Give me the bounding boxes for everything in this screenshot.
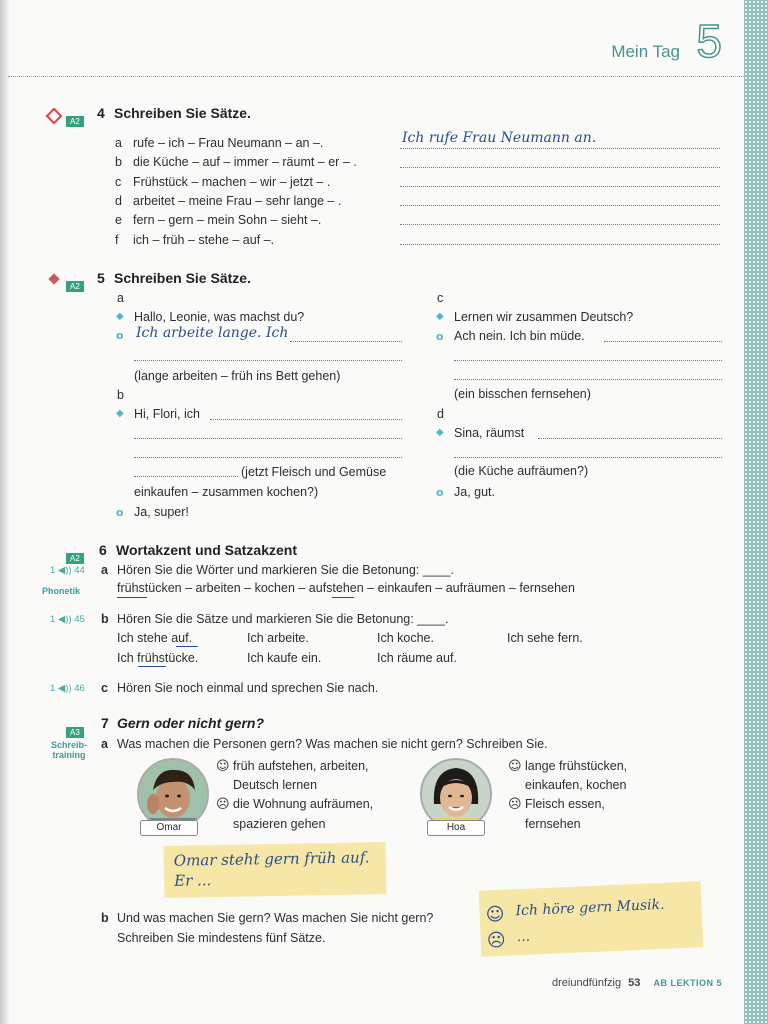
speaker-circle-icon: o [116, 506, 124, 519]
ex5-b-question: Hi, Flori, ich [134, 407, 200, 421]
ex4-prompt: fern – gern – mein Sohn – sieht –. [133, 213, 322, 227]
hoa-likes-2: einkaufen, kochen [525, 778, 627, 792]
ex4-prompt: rufe – ich – Frau Neumann – an –. [133, 136, 324, 150]
ex6-b-letter: b [101, 612, 109, 626]
ex4-prompt: arbeitet – meine Frau – sehr lange – . [133, 194, 342, 208]
answer-line[interactable] [454, 360, 722, 361]
side-label-phonetik: Phonetik [42, 586, 81, 596]
footer [552, 977, 722, 989]
answer-line[interactable] [454, 379, 722, 380]
ex4-prompt: Frühstück – machen – wir – jetzt – . [133, 175, 331, 189]
frown-icon: ☹ [508, 797, 522, 812]
ex5-d-letter: d [437, 407, 444, 421]
answer-line[interactable] [400, 244, 720, 245]
speaker-diamond-icon: ◆ [436, 427, 444, 438]
speaker-diamond-icon: ◆ [116, 311, 124, 322]
note-line-1: Omar steht gern früh auf. [173, 848, 370, 870]
frown-icon: ☹ [486, 929, 507, 952]
omar-dislikes-2: spazieren gehen [233, 817, 326, 831]
answer-line[interactable] [134, 476, 238, 477]
ex5-c-letter: c [437, 291, 444, 305]
ex4-letter: a [115, 136, 122, 150]
header-divider [8, 76, 744, 77]
stress-mark [138, 666, 166, 667]
omar-dislikes-1: die Wohnung aufräumen, [233, 797, 374, 811]
hoa-dislikes-1: Fleisch essen, [525, 797, 605, 811]
ex6-c-instruction: Hören Sie noch einmal und sprechen Sie nach. [117, 681, 379, 695]
answer-line[interactable] [538, 438, 722, 439]
ex6-c-letter: c [101, 681, 108, 695]
ex5-b-letter: b [117, 388, 124, 402]
speaker-circle-icon: o [116, 329, 124, 342]
ex6-b-sentence: Ich arbeite. [247, 631, 309, 645]
ex6-b-sentence: Ich stehe auf. [117, 631, 193, 645]
ex4-prompt: die Küche – auf – immer – räumt – er – . [133, 155, 357, 169]
hoa-name-tag: Hoa [427, 820, 485, 836]
page-shadow [0, 0, 10, 1024]
ex6-a-instruction: Hören Sie die Wörter und markieren Sie die Betonung: ____. [117, 563, 454, 577]
page-word: dreiundfünfzig [552, 977, 622, 989]
stress-mark [332, 597, 354, 598]
answer-line[interactable] [134, 360, 402, 361]
exercise-6-number: 6 [99, 542, 107, 558]
sticky-note-example-b [479, 881, 704, 957]
difficulty-diamond-icon [48, 273, 59, 284]
speaker-circle-icon: o [436, 330, 444, 343]
level-badge: A3 [66, 720, 84, 739]
exercise-7-number: 7 [101, 715, 109, 731]
stress-mark [117, 597, 147, 598]
ex4-letter: e [115, 213, 122, 227]
note-b-line-2: ... [516, 928, 531, 946]
ex6-b-sentence: Ich frühstücke. [117, 651, 199, 665]
ex5-c-question: Lernen wir zusammen Deutsch? [454, 310, 634, 324]
answer-line[interactable] [454, 457, 722, 458]
hoa-likes-1: lange frühstücken, [525, 759, 628, 773]
ex7-b-line-1: Und was machen Sie gern? Was machen Sie nicht gern? [117, 911, 434, 925]
ex4-letter: d [115, 194, 122, 208]
difficulty-diamond-icon [46, 108, 63, 125]
stress-mark [176, 646, 198, 647]
level-badge: A2 [66, 109, 84, 128]
smiley-icon: ☺ [485, 903, 505, 926]
ex5-a-hint: (lange arbeiten – früh ins Bett gehen) [134, 369, 341, 383]
ex5-b-hint-cont: einkaufen – zusammen kochen?) [134, 485, 319, 499]
audio-track-44[interactable]: 1 ◀)) 44 [50, 565, 85, 576]
answer-line[interactable] [400, 167, 720, 168]
answer-line[interactable] [400, 148, 720, 149]
level-badge: A2 [66, 274, 84, 293]
side-label-schreibtraining: Schreib- training [50, 740, 87, 760]
ex5-a-letter: a [117, 291, 124, 305]
answer-line[interactable] [604, 341, 722, 342]
ex6-b-sentence: Ich räume auf. [377, 651, 457, 665]
answer-line[interactable] [134, 438, 402, 439]
level-badge: A2 [66, 546, 84, 565]
ex5-b-hint: (jetzt Fleisch und Gemüse [241, 465, 387, 479]
exercise-6-title: Wortakzent und Satzakzent [116, 542, 297, 558]
ex5-c-answer: Ach nein. Ich bin müde. [454, 329, 585, 343]
page-number: 53 [628, 977, 641, 989]
lesson-label: AB LEKTION 5 [653, 978, 722, 988]
exercise-5-number: 5 [97, 270, 105, 286]
answer-line[interactable] [290, 341, 402, 342]
exercise-4-title: Schreiben Sie Sätze. [114, 105, 251, 121]
ex4-prompt: ich – früh – stehe – auf –. [133, 233, 275, 247]
speaker-circle-icon: o [436, 486, 444, 499]
ex5-b-reply: Ja, super! [134, 505, 189, 519]
answer-line[interactable] [134, 457, 402, 458]
ex4-letter: f [115, 233, 119, 247]
ex6-b-sentence: Ich sehe fern. [507, 631, 583, 645]
smiley-icon: ☺ [508, 759, 522, 774]
sticky-note-example [164, 842, 387, 898]
omar-name-tag: Omar [140, 820, 198, 836]
ex5-a-question: Hallo, Leonie, was machst du? [134, 310, 305, 324]
ex6-a-letter: a [101, 563, 108, 577]
page-edge-strip [744, 0, 768, 1024]
ex7-b-letter: b [101, 911, 109, 925]
ex5-d-reply: Ja, gut. [454, 485, 495, 499]
omar-likes-2: Deutsch lernen [233, 778, 318, 792]
ex5-d-question: Sina, räumst [454, 426, 525, 440]
ex6-b-instruction: Hören Sie die Sätze und markieren Sie die Betonung: ____. [117, 612, 449, 626]
audio-track-45[interactable]: 1 ◀)) 45 [50, 614, 85, 625]
answer-line[interactable] [400, 186, 720, 187]
ex6-b-sentence: Ich kaufe ein. [247, 651, 322, 665]
ex7-a-letter: a [101, 737, 108, 751]
answer-line[interactable] [210, 419, 402, 420]
exercise-7-title: Gern oder nicht gern? [117, 715, 265, 731]
ex4-letter: c [115, 175, 122, 189]
omar-likes-1: früh aufstehen, arbeiten, [233, 759, 369, 773]
chapter-title: Mein Tag [611, 42, 680, 61]
answer-line[interactable] [400, 224, 720, 225]
ex5-c-hint: (ein bisschen fernsehen) [454, 387, 591, 401]
ex5-a-handwritten: Ich arbeite lange. Ich [136, 325, 289, 341]
note-b-line-1: Ich höre gern Musik. [515, 896, 665, 920]
frown-icon: ☹ [216, 797, 230, 812]
exercise-5-title: Schreiben Sie Sätze. [114, 270, 251, 286]
ex4-handwritten-answer: Ich rufe Frau Neumann an. [402, 130, 597, 146]
answer-line[interactable] [400, 205, 720, 206]
chapter-number: 5 [696, 15, 722, 67]
ex7-b-line-2: Schreiben Sie mindestens fünf Sätze. [117, 931, 326, 945]
note-line-2: Er ... [174, 871, 212, 890]
hoa-dislikes-2: fernsehen [525, 817, 581, 831]
ex5-d-hint: (die Küche aufräumen?) [454, 464, 589, 478]
speaker-diamond-icon: ◆ [116, 408, 124, 419]
ex6-b-sentence: Ich koche. [377, 631, 434, 645]
ex6-a-words: frühstücken – arbeiten – kochen – aufstehen – einkaufen – aufräumen – fernsehen [117, 581, 575, 595]
ex7-a-instruction: Was machen die Personen gern? Was machen sie nicht gern? Schreiben Sie. [117, 737, 548, 751]
audio-track-46[interactable]: 1 ◀)) 46 [50, 683, 85, 694]
ex4-letter: b [115, 155, 122, 169]
exercise-4-number: 4 [97, 105, 105, 121]
smiley-icon: ☺ [216, 759, 230, 774]
speaker-diamond-icon: ◆ [436, 311, 444, 322]
